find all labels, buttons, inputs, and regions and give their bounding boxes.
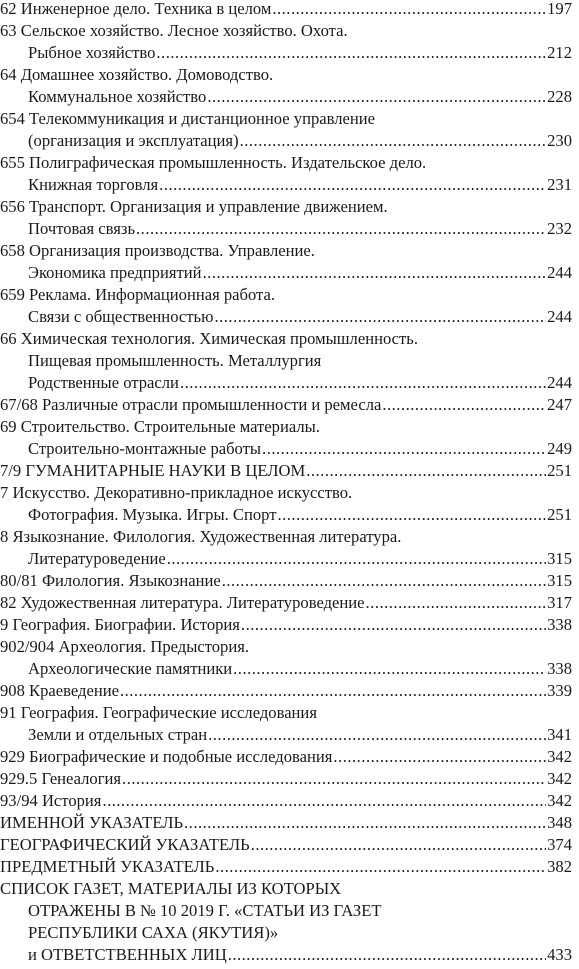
dot-leader	[207, 86, 546, 108]
toc-page-number: 244	[547, 263, 572, 282]
toc-entry-last-line	[0, 570, 572, 592]
dot-leader	[215, 856, 546, 878]
toc-page-number: 338	[547, 615, 572, 634]
toc-entry-last-line	[0, 680, 572, 702]
toc-entry-text: 929.5 Генеалогия	[0, 769, 122, 788]
toc-entry-last-line	[0, 174, 572, 196]
toc-entry-last-line	[0, 460, 572, 482]
toc-page-number: 315	[547, 571, 572, 590]
dot-leader	[228, 944, 546, 966]
toc-page-number: 433	[547, 945, 572, 964]
dot-leader	[156, 42, 546, 64]
toc-entry	[0, 878, 572, 966]
dot-leader	[122, 768, 546, 790]
dot-leader	[382, 394, 546, 416]
toc-entry-text: 93/94 История	[0, 791, 102, 810]
toc-entry-text: 655 Полиграфическая промышленность. Издательское дело.	[0, 153, 427, 172]
toc-entry-last-line	[0, 746, 572, 768]
toc-entry-text: РЕСПУБЛИКИ САХА (ЯКУТИЯ)»	[28, 923, 279, 942]
dot-leader	[167, 548, 546, 570]
toc-entry-text: 64 Домашнее хозяйство. Домоводство.	[0, 65, 274, 84]
dot-leader	[102, 790, 546, 812]
toc-page-number: 338	[547, 659, 572, 678]
toc-entry-last-line	[0, 0, 572, 20]
toc-entry	[0, 768, 572, 790]
toc-entry	[0, 152, 572, 196]
toc-entry-last-line	[0, 394, 572, 416]
toc-entry-text: Фотография. Музыка. Игры. Спорт	[28, 505, 277, 524]
toc-entry	[0, 790, 572, 812]
toc-page-number: 251	[547, 505, 572, 524]
toc-page-number: 232	[547, 219, 572, 238]
toc-entry-text: СПИСОК ГАЗЕТ, МАТЕРИАЛЫ ИЗ КОТОРЫХ	[0, 879, 342, 898]
toc-entry-text: 7/9 ГУМАНИТАРНЫЕ НАУКИ В ЦЕЛОМ	[0, 461, 306, 480]
toc-entry-text: 656 Транспорт. Организация и управление движением.	[0, 197, 388, 216]
toc-entry-text: Родственные отрасли	[28, 373, 179, 392]
toc-entry-text: Строительно-монтажные работы	[28, 439, 262, 458]
toc-entry-last-line	[0, 218, 572, 240]
dot-leader	[306, 460, 546, 482]
toc-entry-last-line	[0, 592, 572, 614]
toc-entry-text: (организация и эксплуатация)	[28, 131, 239, 150]
dot-leader	[184, 812, 546, 834]
toc-entry-text: Земли и отдельных стран	[28, 725, 208, 744]
dot-leader	[277, 504, 546, 526]
toc-entry	[0, 20, 572, 64]
toc-entry-text: 66 Химическая технология. Химическая промышленность.	[0, 329, 419, 348]
toc-page-number: 382	[547, 857, 572, 876]
toc-page-number: 341	[547, 725, 572, 744]
toc-page-number: 339	[547, 681, 572, 700]
toc-entry-last-line	[0, 130, 572, 152]
toc-entry-text: Коммунальное хозяйство	[28, 87, 207, 106]
toc-entry-text: 654 Телекоммуникация и дистанционное управление	[0, 109, 376, 128]
toc-entry-text: 82 Художественная литература. Литературоведение	[0, 593, 365, 612]
toc-entry-last-line	[0, 834, 572, 856]
toc-entry	[0, 240, 572, 284]
toc-entry	[0, 108, 572, 152]
toc-entry	[0, 416, 572, 460]
toc-page-number: 342	[547, 769, 572, 788]
toc-entry	[0, 856, 572, 878]
toc-page-number: 212	[547, 43, 572, 62]
toc-page-number: 374	[547, 835, 572, 854]
toc-entry-text: ПРЕДМЕТНЫЙ УКАЗАТЕЛЬ	[0, 857, 215, 876]
dot-leader	[208, 724, 546, 746]
toc-entry	[0, 460, 572, 482]
dot-leader	[333, 746, 546, 768]
toc-entry-text: 908 Краеведение	[0, 681, 119, 700]
toc-entry-text: Рыбное хозяйство	[28, 43, 156, 62]
dot-leader	[159, 174, 546, 196]
dot-leader	[120, 680, 546, 702]
toc-entry	[0, 394, 572, 416]
toc-page-number: 230	[547, 131, 572, 150]
toc-entry-last-line	[0, 372, 572, 394]
toc-entry	[0, 702, 572, 746]
toc-entry-last-line	[0, 944, 572, 966]
dot-leader	[233, 658, 546, 680]
toc-entry	[0, 526, 572, 570]
toc-entry-text: 63 Сельское хозяйство. Лесное хозяйство. Охота.	[0, 21, 348, 40]
toc-entry-text: 9 География. Биографии. История	[0, 615, 240, 634]
toc-entry-text: 659 Реклама. Информационная работа.	[0, 285, 275, 304]
toc-entry-text: 902/904 Археология. Предыстория.	[0, 637, 250, 656]
toc-entry	[0, 680, 572, 702]
toc-entry-text: Книжная торговля	[28, 175, 159, 194]
dot-leader	[240, 130, 547, 152]
dot-leader	[136, 218, 546, 240]
toc-entry-last-line	[0, 658, 572, 680]
toc-page-number: 342	[547, 747, 572, 766]
toc-page-number: 317	[547, 593, 572, 612]
toc-entry	[0, 614, 572, 636]
toc-entry-text: 929 Биографические и подобные исследования	[0, 747, 333, 766]
toc-entry	[0, 570, 572, 592]
toc-entry-text: 80/81 Филология. Языкознание	[0, 571, 221, 590]
toc-entry-text: 658 Организация производства. Управление.	[0, 241, 315, 260]
toc-entry-text: 91 География. Географические исследования	[0, 703, 317, 722]
toc-entry-last-line	[0, 768, 572, 790]
toc-entry-last-line	[0, 614, 572, 636]
dot-leader	[203, 262, 547, 284]
toc-entry	[0, 0, 572, 20]
toc-entry-last-line	[0, 856, 572, 878]
toc-entry-last-line	[0, 438, 572, 460]
toc-entry	[0, 812, 572, 834]
toc-entry-text: 69 Строительство. Строительные материалы.	[0, 417, 320, 436]
toc-entry-text: Связи с общественностью	[28, 307, 214, 326]
toc-entry	[0, 592, 572, 614]
toc-entry	[0, 746, 572, 768]
toc-entry-text: Археологические памятники	[28, 659, 233, 678]
toc-entry	[0, 284, 572, 328]
toc-entry	[0, 64, 572, 108]
dot-leader	[251, 834, 546, 856]
toc-entry-last-line	[0, 790, 572, 812]
toc-entry	[0, 196, 572, 240]
toc-entry-text: и ОТВЕТСТВЕННЫХ ЛИЦ	[28, 945, 227, 964]
toc-entry-text: ИМЕННОЙ УКАЗАТЕЛЬ	[0, 813, 184, 832]
toc-page-number: 197	[547, 0, 572, 18]
toc-entry-text: 67/68 Различные отрасли промышленности и ремесла	[0, 395, 382, 414]
toc-entry	[0, 482, 572, 526]
dot-leader	[241, 614, 546, 636]
toc-page-number: 348	[547, 813, 572, 832]
toc-page-number: 247	[547, 395, 572, 414]
toc-entry	[0, 834, 572, 856]
toc-entry-last-line	[0, 724, 572, 746]
toc-entry-text: ГЕОГРАФИЧЕСКИЙ УКАЗАТЕЛЬ	[0, 835, 250, 854]
dot-leader	[214, 306, 546, 328]
toc-entry-last-line	[0, 504, 572, 526]
toc-entry-text: Экономика предприятий	[28, 263, 202, 282]
toc-entry-last-line	[0, 42, 572, 64]
dot-leader	[262, 438, 546, 460]
dot-leader	[366, 592, 547, 614]
toc-entry-text: Почтовая связь	[28, 219, 136, 238]
toc-page-number: 231	[547, 175, 572, 194]
toc-entry-last-line	[0, 812, 572, 834]
dot-leader	[222, 570, 546, 592]
toc-entry-text: Пищевая промышленность. Металлургия	[28, 351, 322, 370]
toc-page-number: 244	[547, 307, 572, 326]
toc-page-number: 244	[547, 373, 572, 392]
toc-page-number: 228	[547, 87, 572, 106]
toc-page-number: 342	[547, 791, 572, 810]
toc-entry-text: ОТРАЖЕНЫ В № 10 2019 Г. «СТАТЬИ ИЗ ГАЗЕТ	[28, 901, 382, 920]
dot-leader	[180, 372, 546, 394]
toc-entry-last-line	[0, 86, 572, 108]
toc-entry-last-line	[0, 306, 572, 328]
toc-page-number: 251	[547, 461, 572, 480]
toc-entry-last-line	[0, 548, 572, 570]
toc-entry-text: 62 Инженерное дело. Техника в целом	[0, 0, 272, 18]
toc-entry-text: 8 Языкознание. Филология. Художественная литература.	[0, 527, 402, 546]
toc-entry-text: 7 Искусство. Декоративно-прикладное искусство.	[0, 483, 353, 502]
toc-entry-text: Литературоведение	[28, 549, 166, 568]
toc-page-number: 315	[547, 549, 572, 568]
toc-entry	[0, 636, 572, 680]
toc-entry	[0, 328, 572, 394]
toc-entry-last-line	[0, 262, 572, 284]
toc-page-number: 249	[547, 439, 572, 458]
dot-leader	[272, 0, 546, 20]
